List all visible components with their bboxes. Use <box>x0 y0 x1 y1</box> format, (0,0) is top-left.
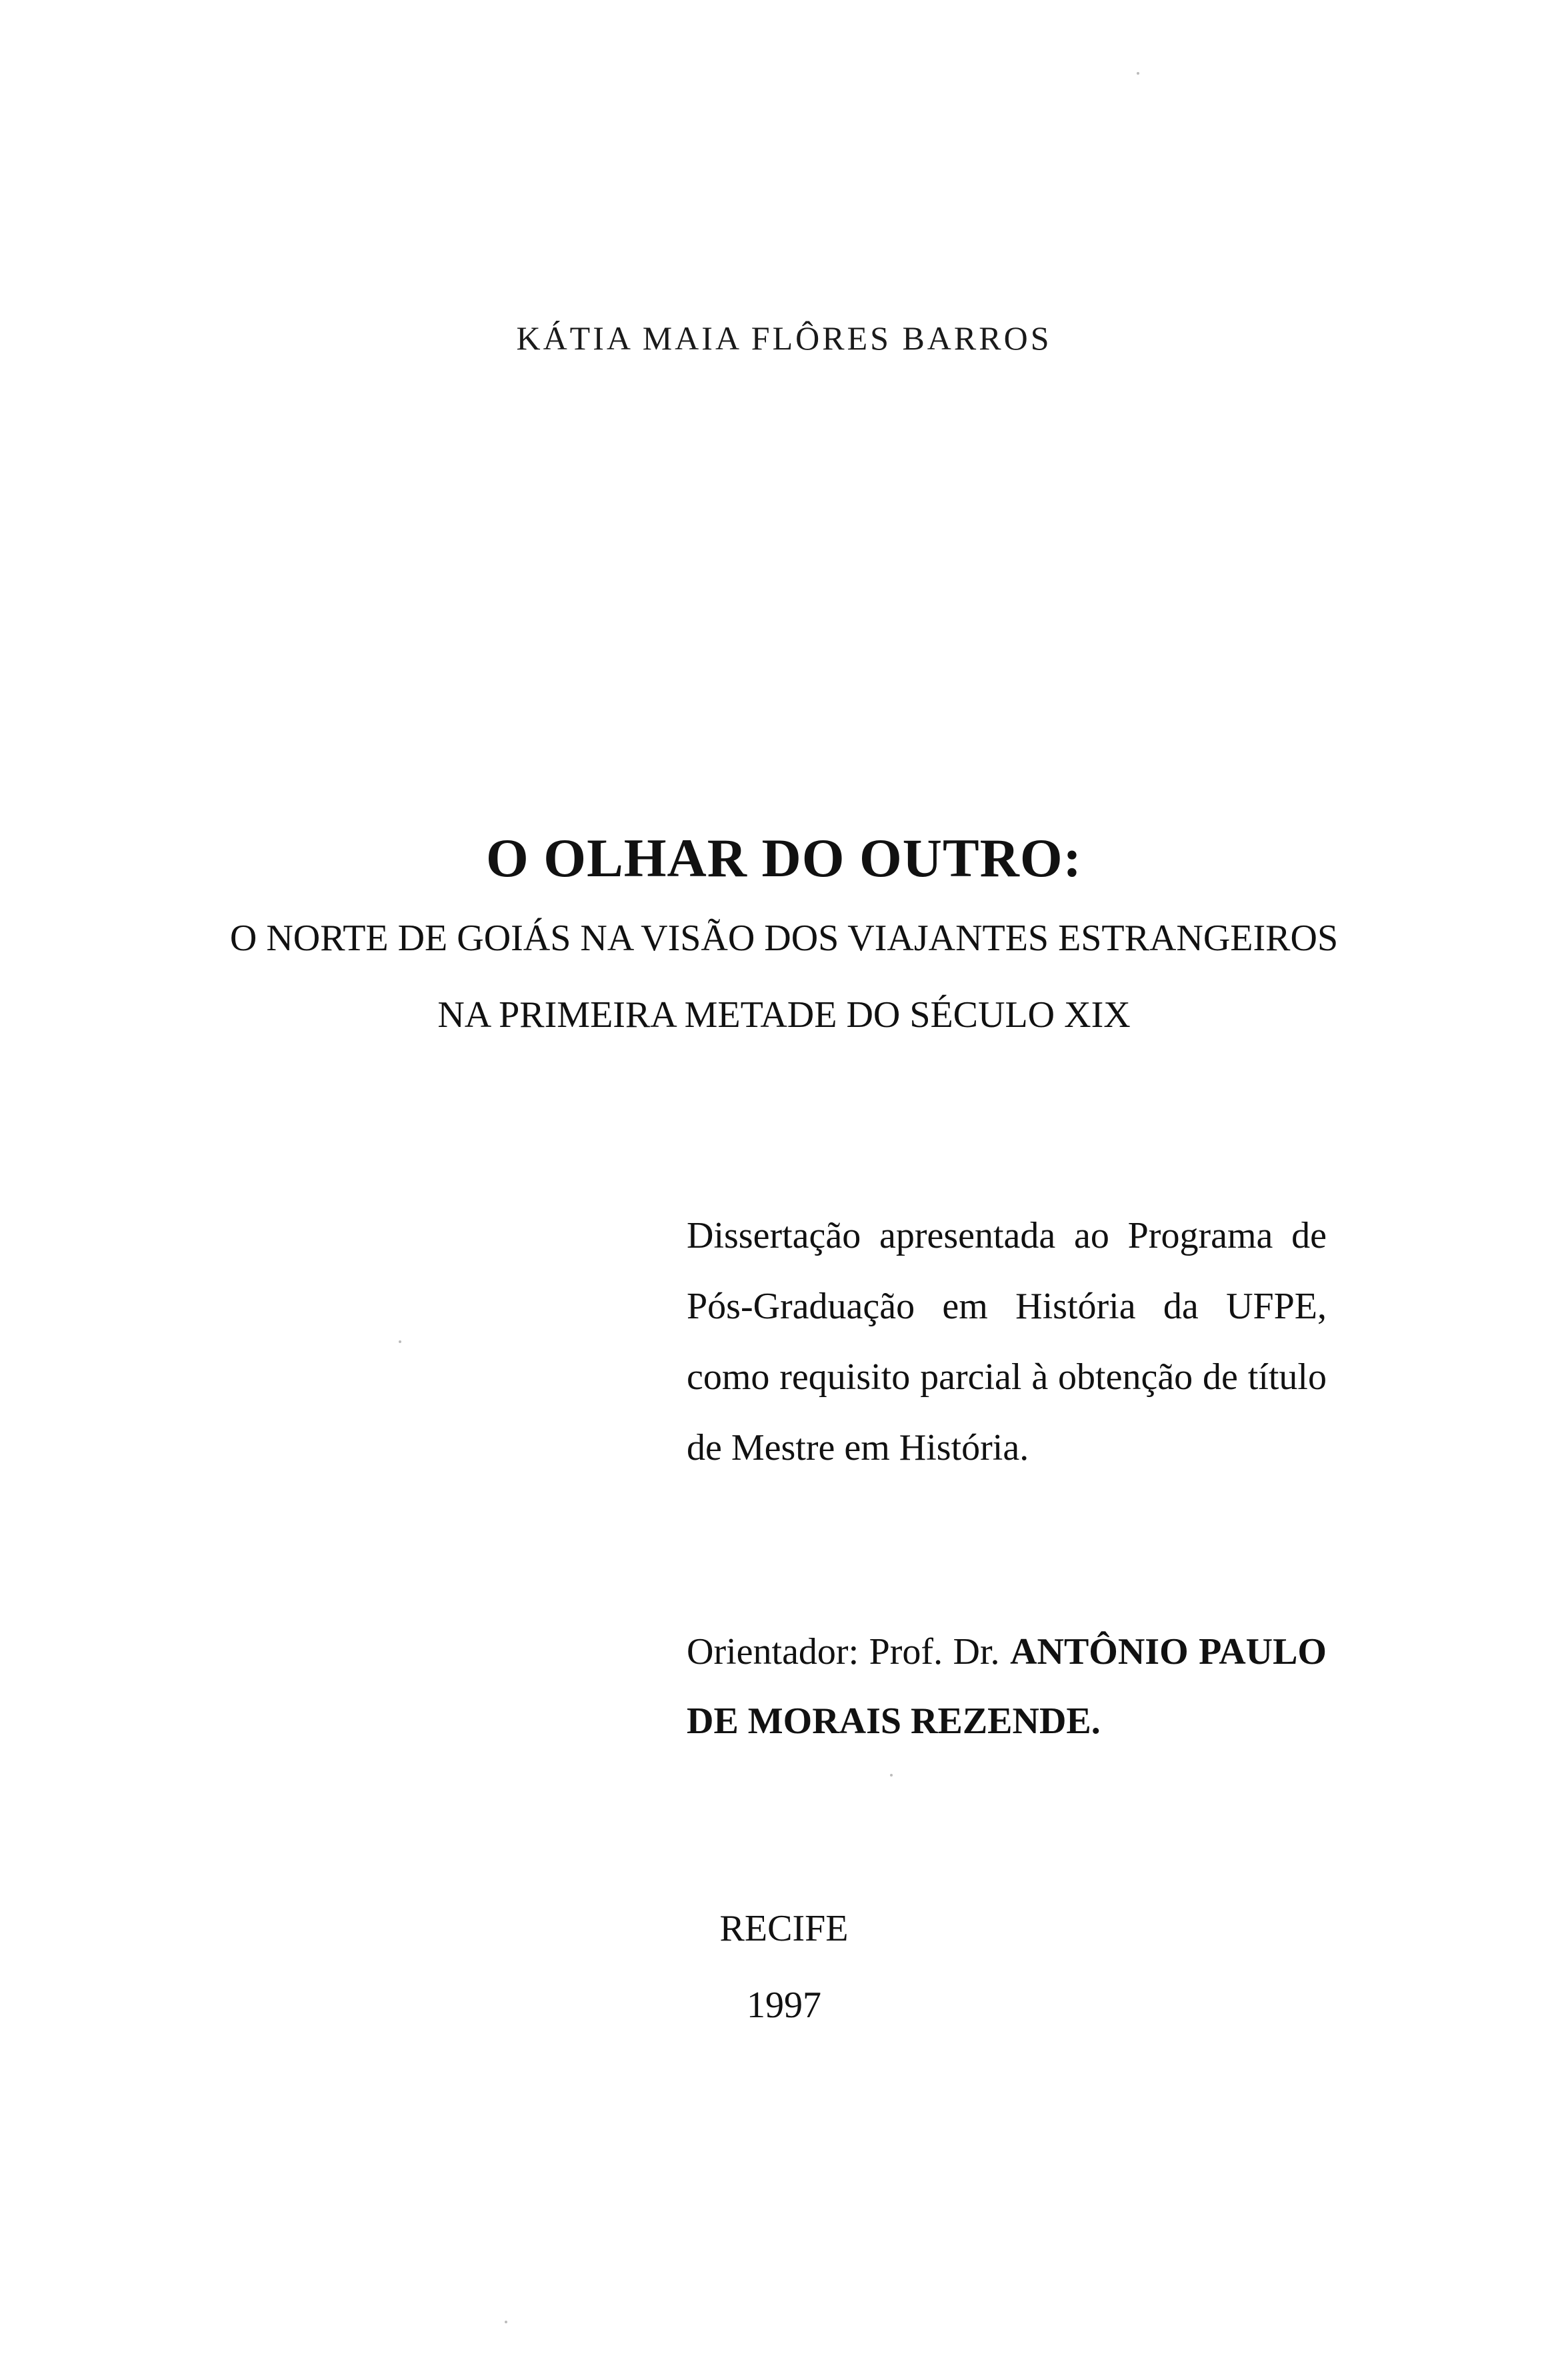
author-name: KÁTIA MAIA FLÔRES BARROS <box>516 319 1052 357</box>
scan-speck <box>890 1774 893 1777</box>
advisor-label: Orientador: Prof. Dr. <box>687 1631 1000 1672</box>
year: 1997 <box>747 1985 821 2026</box>
dissertation-note: Dissertação apresentada ao Programa de Pós-Graduação em História da UFPE, como requisito parcial à obtenção de título de Mestre em História. <box>687 1215 1327 1468</box>
scan-speck <box>505 2321 507 2323</box>
scan-speck <box>399 1340 401 1343</box>
advisor-name: ANTÔNIO PAULO DE MORAIS REZENDE. <box>687 1631 1327 1742</box>
thesis-subtitle-line-1: O NORTE DE GOIÁS NA VISÃO DOS VIAJANTES ESTRANGEIROS <box>229 918 1339 959</box>
scan-speck <box>1137 72 1139 75</box>
thesis-subtitle-line-2: NA PRIMEIRA METADE DO SÉCULO XIX <box>437 994 1131 1036</box>
advisor-block <box>687 1617 1327 1756</box>
thesis-title: O OLHAR DO OUTRO: <box>486 828 1082 888</box>
city: RECIFE <box>719 1908 849 1949</box>
